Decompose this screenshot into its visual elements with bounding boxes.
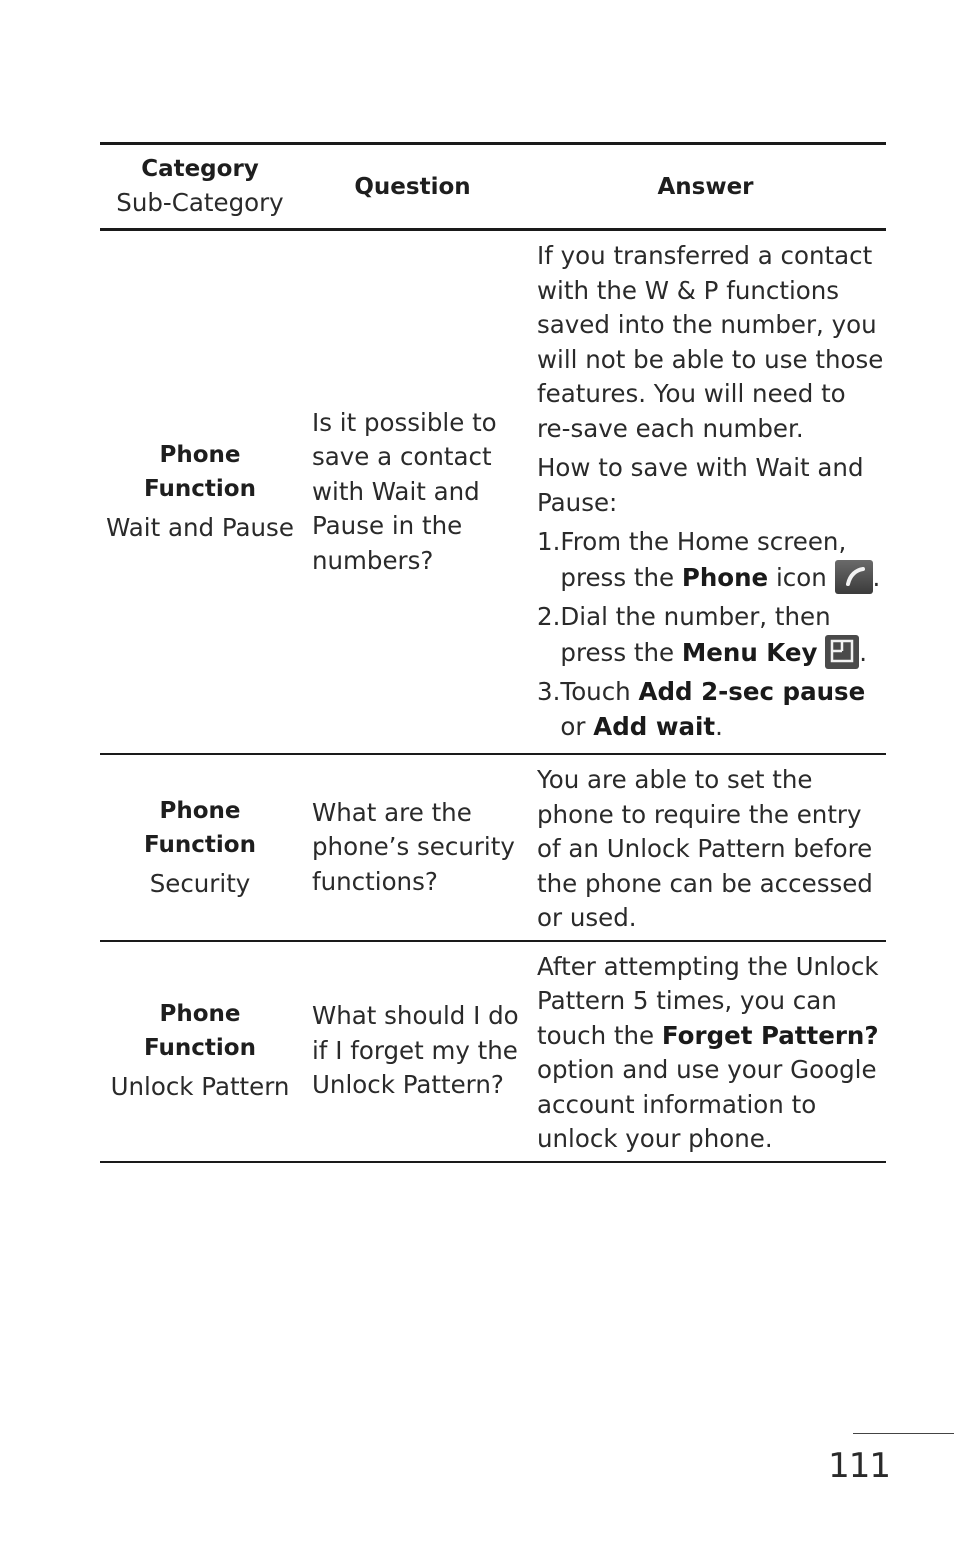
sub-category-label: Unlock Pattern <box>110 1072 290 1102</box>
step-text <box>560 600 886 670</box>
step-text <box>560 525 886 595</box>
header-sub-category-label: Sub-Category <box>116 188 284 217</box>
answer-cell <box>525 230 886 755</box>
step-text-part: . <box>859 637 868 667</box>
step-bold-text: Menu Key <box>681 637 818 667</box>
answer-text-part: After attempting the Unlock Pattern 5 times, you can touch the <box>537 951 879 1050</box>
step-text-part: From the Home screen, press the <box>560 527 847 592</box>
step-text-part: Touch <box>560 677 639 706</box>
step-number: 2. <box>537 602 561 631</box>
header-category <box>100 144 300 230</box>
table-row <box>100 754 886 941</box>
table-header-row <box>100 144 886 230</box>
table-row <box>100 230 886 755</box>
step-text-part: . <box>872 562 881 592</box>
answer-bold-text: Forget Pattern? <box>661 1020 879 1050</box>
step-number: 3. <box>537 677 561 706</box>
question-cell: Is it possible to save a contact with Wait and Pause in the numbers? <box>312 407 497 575</box>
faq-table <box>100 142 886 1163</box>
category-label: Phone Function <box>143 442 256 503</box>
category-cell <box>100 941 300 1162</box>
step-text-part: . <box>715 711 723 741</box>
step-bold-text: Add wait <box>593 711 716 741</box>
answer-text-part: option and use your Google account information to unlock your phone. <box>537 1055 877 1153</box>
header-category-label: Category <box>141 156 259 182</box>
menu-key-icon <box>825 635 859 669</box>
page-number: 111 <box>828 1446 890 1486</box>
answer-cell: You are able to set the phone to require the entry of an Unlock Pattern before the phone can be accessed or used. <box>537 765 873 932</box>
header-answer: Answer <box>657 173 754 200</box>
sub-category-label: Wait and Pause <box>106 513 294 543</box>
category-cell <box>100 754 300 941</box>
step-bold-text: Add 2-sec pause <box>638 677 866 706</box>
step-text-part: or <box>560 711 594 741</box>
answer-paragraph: How to save with Wait and Pause: <box>537 453 864 517</box>
phone-icon <box>835 560 873 594</box>
answer-cell <box>525 941 886 1162</box>
answer-step <box>537 675 886 744</box>
table-row <box>100 941 886 1162</box>
step-text-part: Dial the number, then press the <box>560 602 831 667</box>
page-number-rule <box>853 1433 954 1434</box>
header-question: Question <box>354 173 471 200</box>
answer-paragraph: If you transferred a contact with the W & P functions saved into the number, you will not be able to use those features. You will need to re-save each number. <box>537 241 884 443</box>
sub-category-label: Security <box>149 868 251 898</box>
answer-step <box>537 525 886 595</box>
step-text-part: icon <box>768 562 835 592</box>
step-number: 1. <box>537 527 561 556</box>
step-text <box>560 675 886 744</box>
category-label: Phone Function <box>143 1001 256 1062</box>
category-cell <box>100 230 300 755</box>
answer-step <box>537 600 886 670</box>
category-label: Phone Function <box>143 797 256 858</box>
question-cell: What should I do if I forget my the Unlock Pattern? <box>312 1001 519 1100</box>
step-bold-text: Phone <box>681 562 769 592</box>
question-cell: What are the phone’s security functions? <box>312 797 515 896</box>
